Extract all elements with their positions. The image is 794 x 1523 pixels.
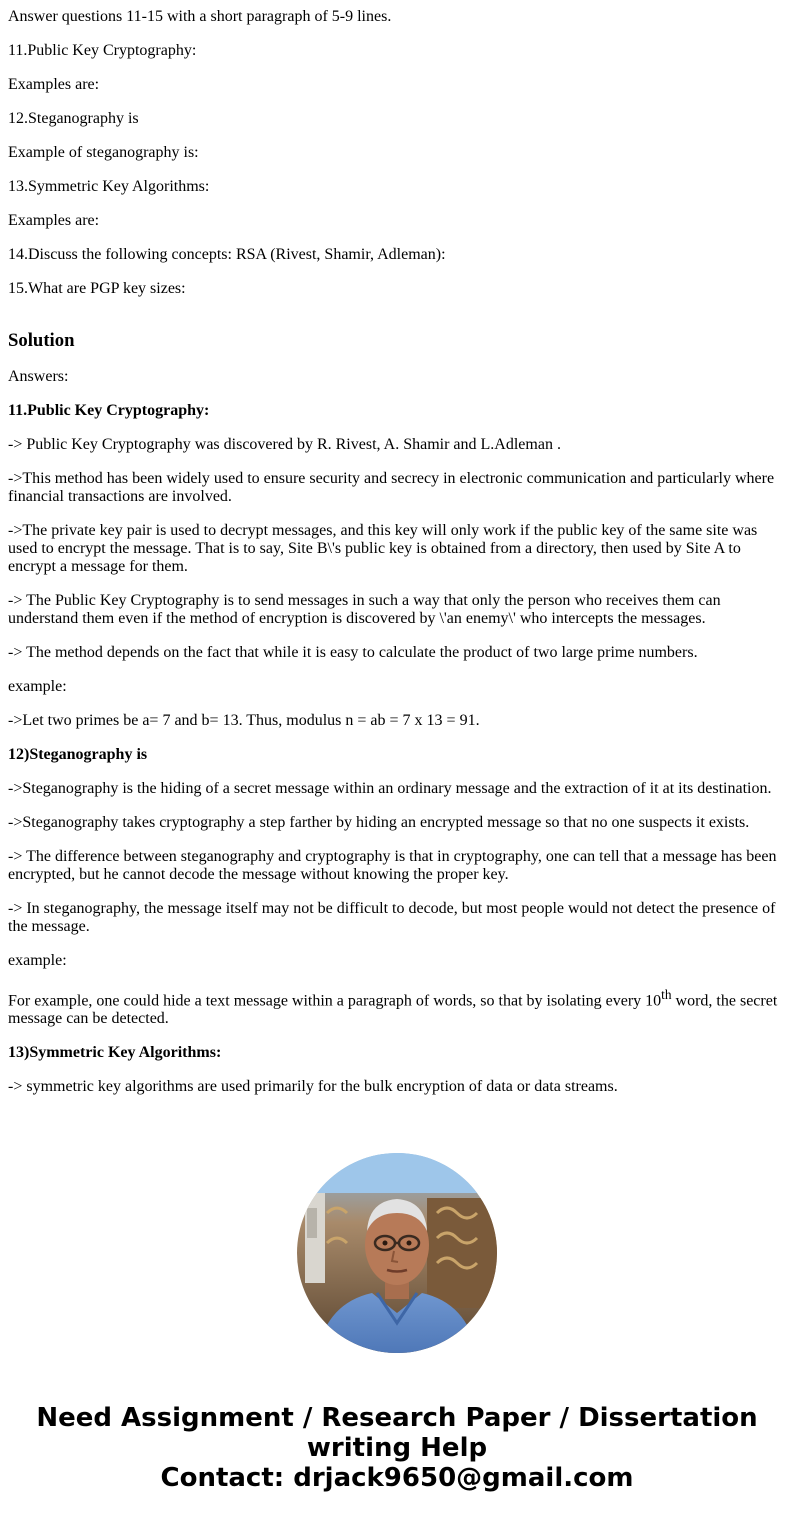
questions-intro: Answer questions 11-15 with a short paragraph of 5-9 lines. (8, 8, 392, 25)
solution-heading: Solution (8, 330, 75, 351)
question-item: Examples are: (8, 76, 100, 93)
question-item: 14.Discuss the following concepts: RSA (Rivest, Shamir, Adleman): (8, 246, 446, 263)
document-body (8, 8, 786, 1112)
promo-banner (0, 1403, 794, 1493)
question-item: 15.What are PGP key sizes: (8, 280, 186, 297)
section-12-paragraph: ->Steganography is the hiding of a secret message within an ordinary message and the extraction of it at its destination. (8, 780, 772, 797)
answers-label: Answers: (8, 368, 69, 385)
section-12-paragraph: ->Steganography takes cryptography a step farther by hiding an encrypted message so that no one suspects it exists. (8, 814, 750, 831)
section-11-paragraph: -> Public Key Cryptography was discovered by R. Rivest, A. Shamir and L.Adleman . (8, 436, 561, 453)
section-11-example: ->Let two primes be a= 7 and b= 13. Thus, modulus n = ab = 7 x 13 = 91. (8, 712, 480, 729)
promo-contact: Contact: drjack9650@gmail.com (160, 1463, 634, 1493)
avatar-portrait (297, 1153, 497, 1353)
section-11-paragraph: -> The Public Key Cryptography is to send messages in such a way that only the person who receives them can understand them even if the method of encryption is discovered by \'an enemy\' who intercepts the messages. (8, 592, 721, 627)
section-11-example-label: example: (8, 678, 67, 695)
section-12-heading: 12)Steganography is (8, 746, 148, 763)
promo-line: Need Assignment / Research Paper / Dissertation (36, 1403, 758, 1433)
section-12-example-label: example: (8, 952, 67, 969)
section-13-heading: 13)Symmetric Key Algorithms: (8, 1044, 222, 1062)
section-11-paragraph: ->The private key pair is used to decrypt messages, and this key will only work if the public key of the same site was used to encrypt the message. That is to say, Site B\'s public key is obtained from a directory, then used by Site A to encrypt a message for them. (8, 522, 758, 575)
question-item: 11.Public Key Cryptography: (8, 42, 197, 59)
section-12-paragraph: -> The difference between steganography and cryptography is that in cryptography, one can tell that a message has been encrypted, but he cannot decode the message without knowing the proper key. (8, 848, 777, 883)
question-item: Examples are: (8, 212, 100, 229)
promo-line: writing Help (306, 1433, 488, 1463)
example-text-after: word, the secret message can be detected. (8, 992, 778, 1028)
avatar (297, 1153, 497, 1353)
section-11-heading: 11.Public Key Cryptography: (8, 402, 210, 419)
question-item: Example of steganography is: (8, 144, 199, 161)
section-13-paragraph: -> symmetric key algorithms are used primarily for the bulk encryption of data or data streams. (8, 1078, 618, 1096)
section-11-paragraph: ->This method has been widely used to ensure security and secrecy in electronic communication and particularly where financial transactions are involved. (8, 470, 775, 505)
question-item: 13.Symmetric Key Algorithms: (8, 178, 210, 195)
ordinal-suffix: th (661, 987, 672, 1002)
section-12-paragraph: -> In steganography, the message itself may not be difficult to decode, but most people would not detect the presence of the message. (8, 900, 776, 935)
example-text-before: For example, one could hide a text message within a paragraph of words, so that by isolating every 10 (8, 992, 662, 1010)
question-item: 12.Steganography is (8, 110, 139, 127)
section-12-example (8, 986, 786, 1028)
section-11-paragraph: -> The method depends on the fact that while it is easy to calculate the product of two large prime numbers. (8, 644, 698, 661)
